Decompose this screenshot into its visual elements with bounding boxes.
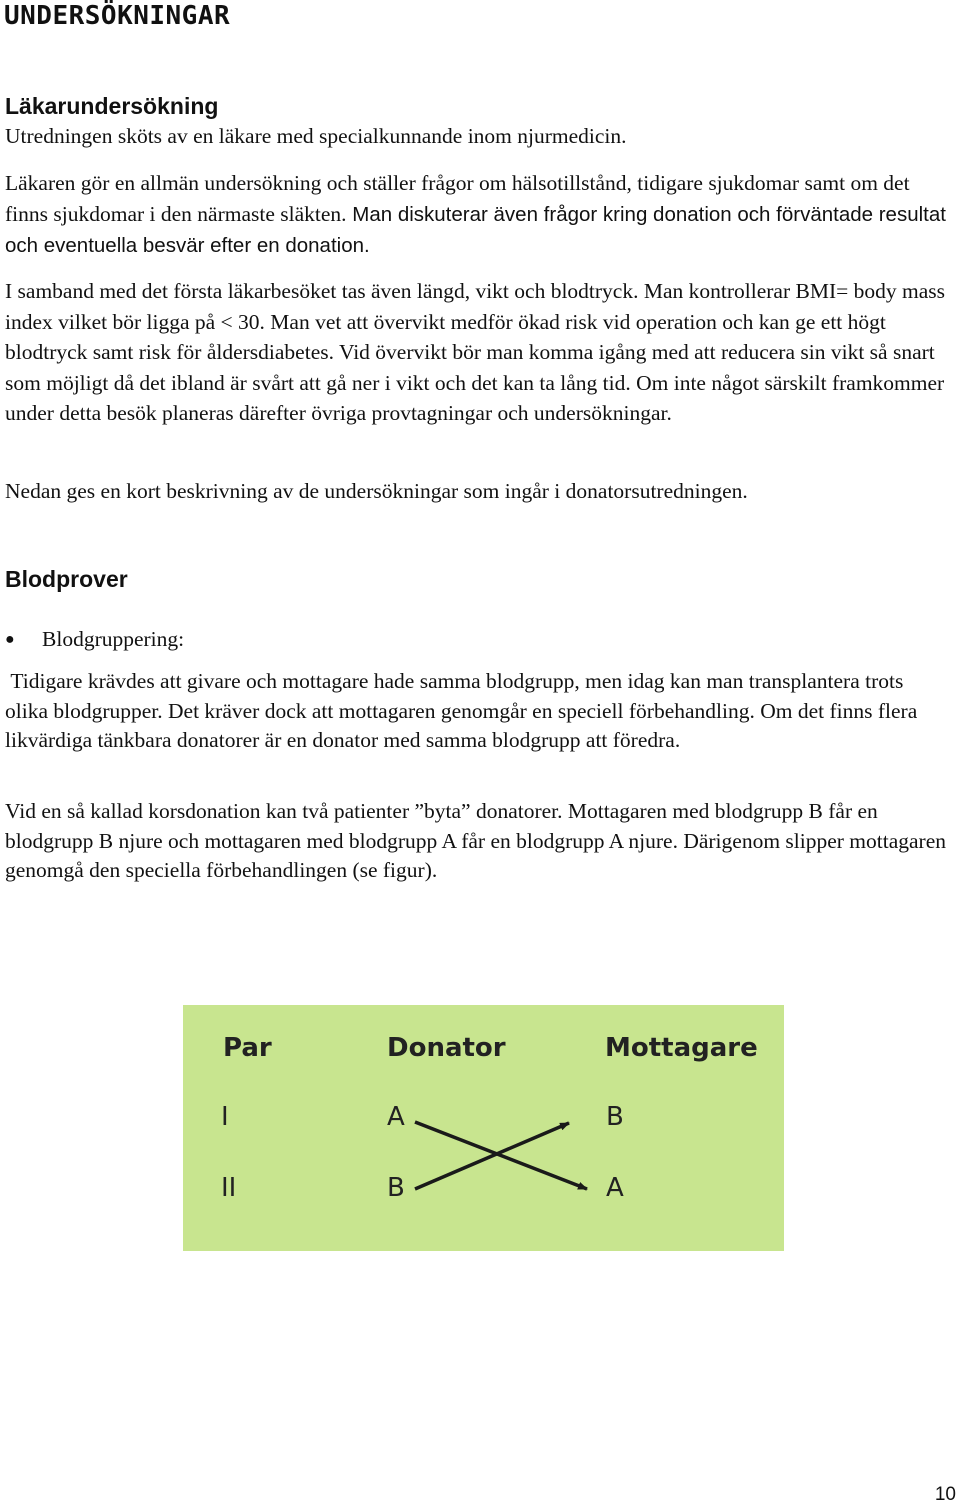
bullet-item-blodgruppering <box>5 624 184 655</box>
figure-arrows <box>183 1005 784 1251</box>
paragraph-intro: Utredningen sköts av en läkare med specialkunnande inom njurmedicin. <box>5 124 627 148</box>
section-heading-lakarundersokning: Läkarundersökning <box>5 93 219 119</box>
section-heading-blodprover: Blodprover <box>5 566 128 592</box>
page-number: 10 <box>934 1484 956 1505</box>
bullet-label: Blodgruppering: <box>42 627 185 651</box>
paragraph-examination-part1: Läkaren gör en allmän undersökning och ställer frågor om hälsotillstånd, tidigare sjukdomar samt om det finns sjukdomar i den närmaste släkten. <box>5 171 910 226</box>
paragraph-examination-part2: Man diskuterar även frågor kring donation och förväntade resultat och eventuella besvär efter en donation. <box>5 202 946 257</box>
paragraph-bloodgroup: Tidigare krävdes att givare och mottagare hade samma blodgrupp, men idag kan man transplantera trots olika blodgrupper. Det kräver dock att mottagaren genomgår en speciell förbehandling. Om det finns flera likvärdiga tänkbara donatorer är en donator med samma blodgrupp att föredra. <box>5 669 923 752</box>
figure-row1-donor: A <box>387 1102 405 1132</box>
figure-row1-pair: I <box>221 1102 229 1132</box>
cross-donation-figure <box>183 1005 784 1251</box>
figure-row1-recipient: B <box>606 1102 624 1132</box>
paragraph-measurements: I samband med det första läkarbesöket tas även längd, vikt och blodtryck. Man kontrollerar BMI= body mass index vilket bör ligga på < 30. Man vet att övervikt medför ökad risk vid operation och kan ge ett högt blodtryck samt risk för åldersdiabetes. Vid övervikt bör man komma igång med att reducera sin vikt så snart som möjligt då det ibland är svårt att gå ner i vikt och det kan ta lång tid. Om inte något särskilt framkommer under detta besök planeras därefter övriga provtagningar och undersökningar. <box>5 279 945 425</box>
figure-row2-donor: B <box>387 1173 405 1203</box>
paragraph-cross-donation: Vid en så kallad korsdonation kan två patienter ”byta” donatorer. Mottagaren med blodgrupp B får en blodgrupp B njure och mottagaren med blodgrupp A får en blodgrupp A njure. Därigenom slipper mottagaren genomgå den speciella förbehandlingen (se figur). <box>5 799 947 882</box>
figure-row2-pair: II <box>221 1173 237 1203</box>
page-title: UNDERSÖKNINGAR <box>4 1 231 31</box>
paragraph-examination <box>5 168 950 262</box>
arrow-b-to-b <box>415 1123 569 1189</box>
figure-header-pair: Par <box>223 1033 272 1063</box>
bullet-icon: ● <box>5 631 15 648</box>
figure-row2-recipient: A <box>606 1173 624 1203</box>
figure-header-donor: Donator <box>387 1033 506 1063</box>
figure-header-recipient: Mottagare <box>605 1033 758 1063</box>
paragraph-overview: Nedan ges en kort beskrivning av de undersökningar som ingår i donatorsutredningen. <box>5 479 748 503</box>
